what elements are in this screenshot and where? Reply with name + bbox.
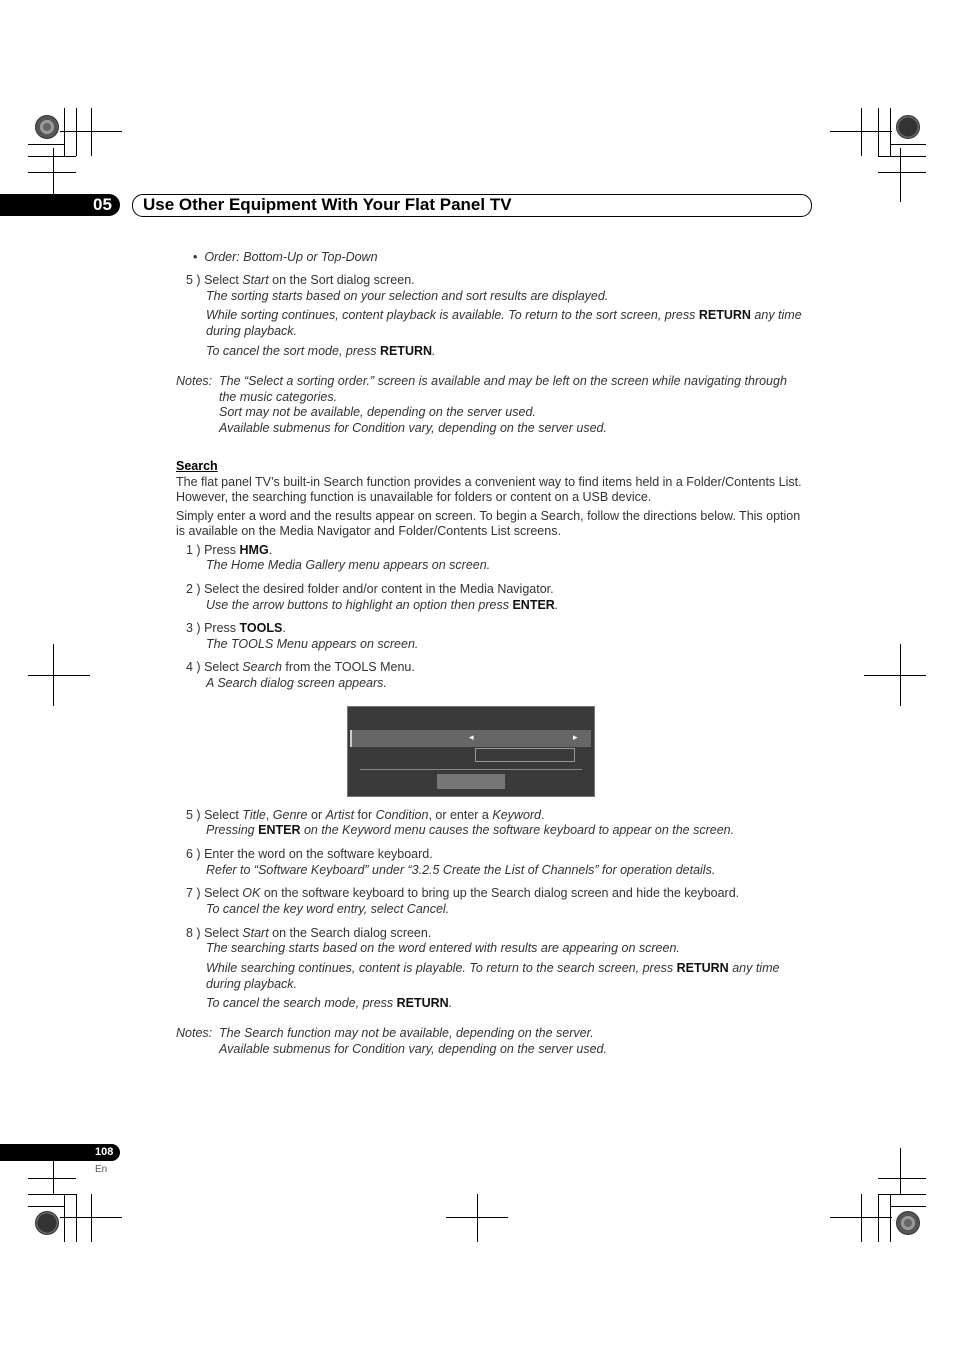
search-paragraph: Simply enter a word and the results appear on screen. To begin a Search, follow the directions below. This option — [176, 509, 801, 523]
search-step-7: 7 ) Select OK on the software keyboard to bring up the Search dialog screen and hide the keyboard. — [186, 886, 740, 900]
search-step-8-desc: The searching starts based on the word entered with results are appearing on screen. — [206, 941, 680, 955]
sort-step-5-cancel: To cancel the sort mode, press RETURN. — [206, 344, 436, 358]
search-step-3: 3 ) Press TOOLS. — [186, 621, 286, 635]
search-paragraph: However, the searching function is unavailable for folders or content on a USB device. — [176, 490, 652, 504]
search-step-1: 1 ) Press HMG. — [186, 543, 273, 557]
arrow-right-icon: ▸ — [573, 732, 578, 742]
start-button — [437, 774, 505, 789]
sort-note: the music categories. — [219, 390, 338, 404]
sort-note: Sort may not be available, depending on the server used. — [219, 405, 536, 419]
search-paragraph: The flat panel TV’s built-in Search function provides a convenient way to find items held in a Folder/Contents List. — [176, 475, 802, 489]
search-note: Available submenus for Condition vary, depending on the server used. — [219, 1042, 607, 1056]
sort-notes-label: Notes: — [176, 374, 213, 388]
search-step-2-desc: Use the arrow buttons to highlight an option then press ENTER. — [206, 598, 559, 612]
search-dialog-screenshot — [347, 706, 595, 797]
search-step-3-desc: The TOOLS Menu appears on screen. — [206, 637, 419, 651]
arrow-left-icon: ◂ — [469, 732, 474, 742]
search-step-4-desc: A Search dialog screen appears. — [206, 676, 387, 690]
registration-rosette-icon — [896, 115, 920, 139]
search-heading: Search — [176, 459, 218, 473]
page-number: 108 — [95, 1146, 114, 1158]
search-paragraph: is available on the Media Navigator and Folder/Contents List screens. — [176, 524, 561, 538]
chapter-number: 05 — [93, 195, 112, 214]
sort-step-5-desc: The sorting starts based on your selection and sort results are displayed. — [206, 289, 609, 303]
chapter-title: Use Other Equipment With Your Flat Panel TV — [143, 195, 512, 214]
search-step-5-desc: Pressing ENTER on the Keyword menu causes the software keyboard to appear on the screen. — [206, 823, 735, 837]
bullet-item: • Order: Bottom-Up or Top-Down — [193, 250, 378, 264]
sort-note: The “Select a sorting order.” screen is available and may be left on the screen while navigating through — [219, 374, 787, 388]
search-step-4: 4 ) Select Search from the TOOLS Menu. — [186, 660, 415, 674]
search-step-8-playback: While searching continues, content is playable. To return to the search screen, press RETURN any time — [206, 961, 780, 975]
keyword-field — [475, 748, 575, 762]
language-label: En — [95, 1164, 108, 1175]
sort-step-5-playback: While sorting continues, content playback is available. To return to the sort screen, press RETURN any time — [206, 308, 802, 322]
sort-note: Available submenus for Condition vary, depending on the server used. — [219, 421, 607, 435]
search-note: The Search function may not be available, depending on the server. — [219, 1026, 594, 1040]
search-step-8-playback-2: during playback. — [206, 977, 298, 991]
search-step-8-cancel: To cancel the search mode, press RETURN. — [206, 996, 453, 1010]
sort-step-5-playback-2: during playback. — [206, 324, 298, 338]
registration-rosette-icon — [35, 115, 59, 139]
search-step-7-desc: To cancel the key word entry, select Cancel. — [206, 902, 450, 916]
sort-step-5: 5 ) Select Start on the Sort dialog screen. — [186, 273, 415, 287]
search-step-5: 5 ) Select Title, Genre or Artist for Condition, or enter a Keyword. — [186, 808, 545, 822]
search-step-1-desc: The Home Media Gallery menu appears on screen. — [206, 558, 491, 572]
registration-rosette-icon — [896, 1211, 920, 1235]
registration-rosette-icon — [35, 1211, 59, 1235]
search-step-8: 8 ) Select Start on the Search dialog screen. — [186, 926, 432, 940]
search-step-6-desc: Refer to “Software Keyboard” under “3.2.5 Create the List of Channels” for operation details. — [206, 863, 716, 877]
search-step-6: 6 ) Enter the word on the software keyboard. — [186, 847, 433, 861]
search-notes-label: Notes: — [176, 1026, 213, 1040]
search-step-2: 2 ) Select the desired folder and/or content in the Media Navigator. — [186, 582, 554, 596]
divider — [360, 769, 582, 770]
